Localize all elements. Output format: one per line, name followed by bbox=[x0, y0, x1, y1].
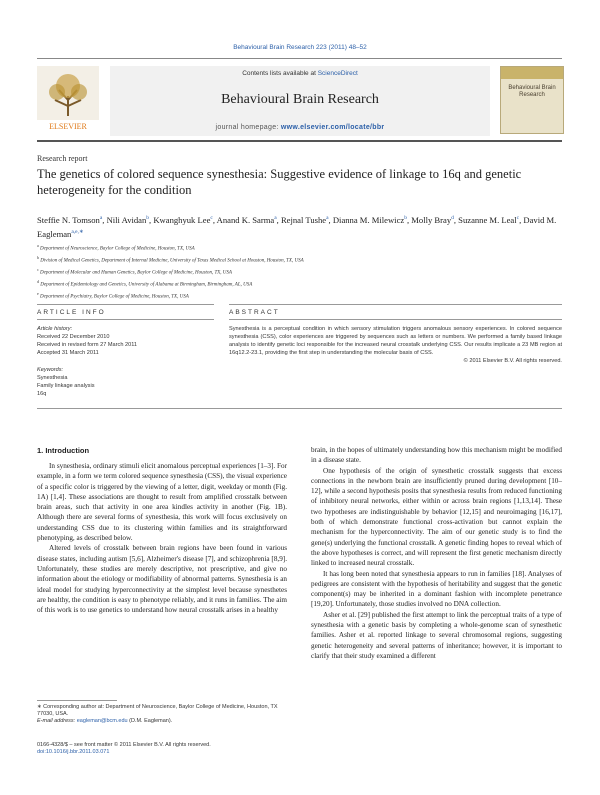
keywords-label: Keywords: bbox=[37, 367, 64, 373]
author-list: Steffie N. Tomson$^a$, Nili Avidan$^b$, Kwanghyuk Lee$^c$, Anand K. Sarma$^a$, Rejnal Tushe$^a$, Dianna M. Milewicz$^b$, Molly Bray$^d$, Suzanne M. Leal$^c$, David M. Eagleman$^{a,e,∗}$ bbox=[37, 214, 557, 239]
article-type: Research report bbox=[37, 154, 88, 163]
author-affiliation-marker: c bbox=[210, 215, 213, 221]
abstract-heading: ABSTRACT bbox=[229, 309, 280, 316]
author-name: Kwanghyuk Lee bbox=[153, 214, 211, 225]
article-info-heading: ARTICLE INFO bbox=[37, 309, 106, 316]
doi-link[interactable]: doi:10.1016/j.bbr.2011.03.071 bbox=[37, 749, 110, 755]
accepted-date: Accepted 31 March 2011 bbox=[37, 350, 99, 356]
author-name: Nili Avidan bbox=[106, 214, 147, 225]
author[interactable] bbox=[458, 215, 519, 225]
abstract-bottom-rule bbox=[37, 408, 562, 409]
abstract-heading-rule bbox=[229, 319, 562, 320]
cover-title: Behavioural Brain Research bbox=[508, 85, 556, 98]
footnote-block bbox=[37, 704, 287, 726]
author[interactable] bbox=[153, 215, 213, 225]
article-info bbox=[37, 325, 187, 398]
contents-prefix: Contents lists available at bbox=[242, 70, 318, 77]
affiliation-marker: e bbox=[37, 291, 39, 297]
author[interactable] bbox=[411, 215, 454, 225]
author[interactable] bbox=[37, 215, 102, 225]
abstract-copyright: © 2011 Elsevier B.V. All rights reserved. bbox=[463, 358, 562, 365]
sciencedirect-link[interactable]: ScienceDirect bbox=[317, 70, 358, 77]
affiliation bbox=[37, 278, 562, 290]
issn-block bbox=[37, 742, 337, 756]
keyword-item: Family linkage analysis bbox=[37, 383, 95, 389]
homepage-url[interactable]: www.elsevier.com/locate/bbr bbox=[280, 124, 385, 131]
affiliation-marker: b bbox=[37, 255, 39, 261]
cover-band bbox=[501, 67, 563, 79]
homepage-prefix: journal homepage: bbox=[215, 124, 281, 131]
affiliation bbox=[37, 254, 562, 266]
author-name: Steffie N. Tomson bbox=[37, 214, 100, 225]
author-affiliation-marker: d bbox=[451, 215, 454, 221]
author-affiliation-marker: a bbox=[99, 215, 103, 221]
author-name: Rejnal Tushe bbox=[280, 214, 327, 225]
author-affiliation-marker: b bbox=[146, 215, 150, 221]
paragraph: It has long been noted that synesthesia appears to run in families [18]. Analyses of pedigrees are consistent with the hypothesis of heritability and suggest that the genetic component(s) may be inherited in a dominant fashion with incomplete penetrance [19,20]. Unfortunately, those studies involved no DNA collection. bbox=[311, 569, 562, 609]
affiliation-list bbox=[37, 242, 562, 302]
article-title: The genetics of colored sequence synesthesia: Suggestive evidence of linkage to 16q and genetic heterogeneity for the condition bbox=[37, 167, 522, 197]
affiliation-text: Division of Medical Genetics, Department of Internal Medicine, University of Texas Medical School at Houston, Houston, TX, USA bbox=[40, 258, 304, 264]
history-label: Article history: bbox=[37, 326, 73, 332]
affiliation-text: Department of Neuroscience, Baylor College of Medicine, Houston, TX, USA bbox=[40, 246, 195, 252]
info-top-rule bbox=[37, 304, 214, 305]
author-name: Dianna M. Milewicz bbox=[332, 214, 405, 225]
corresponding-author-note: ∗ Corresponding author at: Department of Neuroscience, Baylor College of Medicine, Houston, TX 77030, USA. bbox=[37, 704, 278, 718]
author-name: Suzanne M. Leal bbox=[458, 214, 517, 225]
affiliation-marker: a bbox=[37, 243, 39, 248]
author-name: David M. Eagleman bbox=[37, 214, 557, 239]
affiliation-marker: d bbox=[37, 279, 39, 285]
journal-cover-thumbnail bbox=[500, 66, 564, 134]
left-column bbox=[37, 461, 287, 615]
keyword-item: 16q bbox=[37, 391, 47, 397]
abstract-body bbox=[229, 325, 562, 365]
email-suffix: (D.M. Eagleman). bbox=[127, 718, 173, 725]
masthead-rule bbox=[37, 140, 562, 142]
paragraph: One hypothesis of the origin of synesthetic crosstalk suggests that excess connections in the newborn brain are insufficiently pruned during development [10–12], while a second hypothesis posits that synesthesia results from reduced functioning of inhibitory neural networks, either within or across brain regions [1,13,14]. These two hypotheses are indistinguishable by behavior [12,15] and neuroimaging [16,17], both of which demonstrate functional cross-activation but cannot explain the mechanism for the hyperconnectivity. The aim of our genetic study is to find the gene(s) underlying the functional crosstalk. A genetic finding hopes to reveal which of the above hypotheses is correct, and will represent the first genetic mechanism directly linked to increased neural crosstalk. bbox=[311, 466, 562, 568]
abstract-top-rule bbox=[229, 304, 562, 305]
received-date: Received 22 December 2010 bbox=[37, 334, 110, 340]
affiliation bbox=[37, 242, 562, 254]
paragraph: In synesthesia, ordinary stimuli elicit anomalous perceptual experiences [1–3]. For example, in a form we term colored sequence synesthesia (CSS), the visual experience of a specific color is triggered by the viewing of a letter, digit, weekday or month (Fig. 1A) [1,4]. These associations are thought to result from amplified crosstalk between brain areas, such that activity in one area kindles activity in another (Fig. 1B). Although there are several forms of synesthesia, this work will focus exclusively on understanding CSS due to its clustering within families and its straightforward phenotyping, as described below. bbox=[37, 462, 287, 543]
author-affiliation-marker: c bbox=[516, 215, 520, 221]
author-name: Anand K. Sarma bbox=[216, 214, 275, 225]
right-column bbox=[311, 445, 562, 661]
journal-reference: Behavioural Brain Research 223 (2011) 48–52 bbox=[233, 44, 367, 51]
author-name: Molly Bray bbox=[411, 214, 452, 225]
abstract-text: Synesthesia is a perceptual condition in which sensory stimulation triggers anomalous sensory experiences. In colored sequence synesthesia (CSS), color experiences are triggered by sequences such as letters or numbers. We performed a family based linkage analysis to identify genetic loci responsible for the increased neural crosstalk underlying CSS. Our results implicate a 23 MB region at 16q12.2-23.1, providing the first step in understanding the molecular basis of CSS. bbox=[229, 326, 562, 357]
affiliation bbox=[37, 290, 562, 302]
footnote-rule bbox=[37, 700, 117, 701]
issn-line: 0166-4328/$ – see front matter © 2011 Elsevier B.V. All rights reserved. bbox=[37, 742, 211, 748]
email-link[interactable]: eagleman@bcm.edu bbox=[76, 718, 128, 725]
elsevier-tree-logo bbox=[37, 66, 99, 132]
affiliation bbox=[37, 266, 562, 278]
paragraph: Altered levels of crosstalk between brain regions have been found in various disease states, including autism [5,6], Alzheimer's disease [7], and schizophrenia [8,9]. Unfortunately, these studies are merely descriptive, not prescriptive, and give no information about the etiology or modifiability of abnormal patterns. Synesthesia is an ideal model for studying hyperconnectivity at the simplest level because synesthetes are healthy, the condition is easy to phenotype reliably, and it runs in families. The aim of this work is to use genetics to understand how neural crosstalk arises in a healthy bbox=[37, 544, 287, 615]
paragraph: Asher et al. [29] published the first attempt to link the perceptual traits of a type of synesthesia with a genetic basis by completing a whole-genome scan of synesthetic families. Asher et al. reported linkage to several chromosomal regions, suggesting genetic heterogeneity and several patterns of inheritance; however, it is important to clarify that their study examined a different bbox=[311, 610, 562, 660]
keyword-item: Synesthesia bbox=[37, 375, 68, 381]
revised-date: Received in revised form 27 March 2011 bbox=[37, 342, 138, 348]
author[interactable] bbox=[281, 215, 329, 225]
author-affiliation-marker: b bbox=[404, 215, 407, 221]
elsevier-wordmark: ELSEVIER bbox=[49, 122, 87, 131]
author[interactable] bbox=[107, 215, 149, 225]
author-affiliation-marker: a,e,∗ bbox=[71, 228, 84, 235]
author-affiliation-marker: a bbox=[274, 215, 277, 221]
author[interactable] bbox=[333, 215, 407, 225]
affiliation-text: Department of Epidemiology and Genetics, University of Alabama at Birmingham, Birmingham, AL, USA bbox=[40, 282, 253, 288]
journal-homepage bbox=[110, 124, 490, 131]
affiliation-marker: c bbox=[37, 267, 39, 273]
header-rule bbox=[37, 58, 562, 59]
author[interactable] bbox=[217, 215, 277, 225]
info-heading-rule bbox=[37, 319, 214, 320]
author-affiliation-marker: a bbox=[326, 215, 329, 221]
paragraph: brain, in the hopes of ultimately understanding how this mechanism might be modified in a disease state. bbox=[311, 446, 562, 465]
section-heading-introduction: 1. Introduction bbox=[37, 446, 90, 455]
affiliation-text: Department of Molecular and Human Genetics, Baylor College of Medicine, Houston, TX, USA bbox=[40, 270, 232, 276]
contents-line bbox=[110, 70, 490, 77]
affiliation-text: Department of Psychiatry, Baylor College of Medicine, Houston, TX, USA bbox=[40, 294, 189, 300]
journal-name: Behavioural Brain Research bbox=[221, 92, 379, 107]
email-label: E-mail address: bbox=[37, 718, 77, 725]
